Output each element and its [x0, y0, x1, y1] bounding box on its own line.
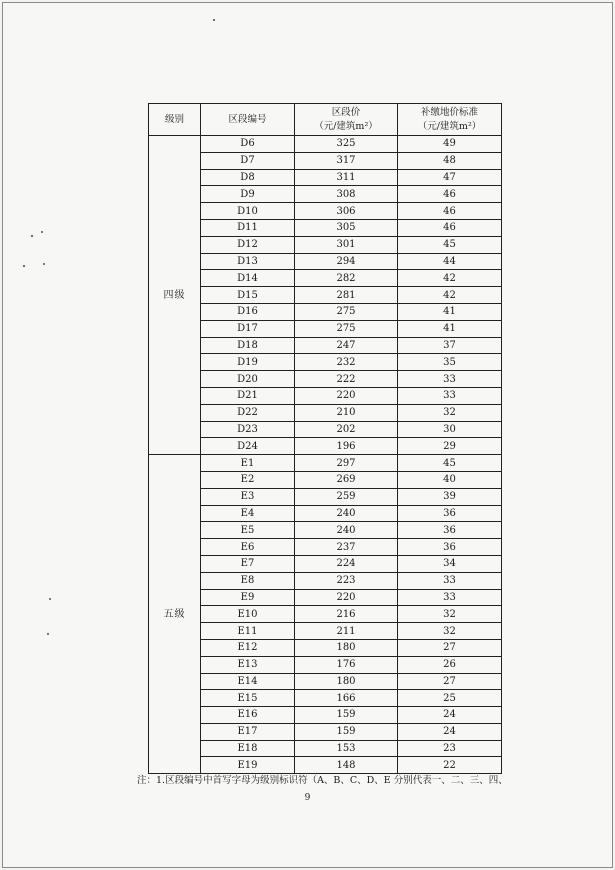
section-price-cell: 202	[295, 421, 398, 438]
section-price-cell: 196	[295, 438, 398, 455]
section-code-cell: E17	[201, 723, 295, 740]
section-price-cell: 216	[295, 606, 398, 623]
supplement-fee-cell: 29	[398, 438, 502, 455]
table-row	[149, 253, 502, 270]
section-price-cell: 166	[295, 690, 398, 707]
section-price-cell: 224	[295, 555, 398, 572]
section-price-cell: 159	[295, 707, 398, 724]
supplement-fee-cell: 41	[398, 320, 502, 337]
header-fee-line2: （元/建筑m²）	[417, 120, 482, 132]
section-price-cell: 159	[295, 723, 398, 740]
section-code-cell: D18	[201, 337, 295, 354]
section-code-cell: D24	[201, 438, 295, 455]
section-price-cell: 176	[295, 656, 398, 673]
supplement-fee-cell: 23	[398, 740, 502, 757]
table-row	[149, 354, 502, 371]
table-row	[149, 337, 502, 354]
supplement-fee-cell: 33	[398, 387, 502, 404]
table-row	[149, 488, 502, 505]
supplement-fee-cell: 45	[398, 455, 502, 472]
supplement-fee-cell: 45	[398, 236, 502, 253]
section-code-cell: E5	[201, 522, 295, 539]
supplement-fee-cell: 27	[398, 639, 502, 656]
section-code-cell: E11	[201, 623, 295, 640]
section-code-cell: E15	[201, 690, 295, 707]
table-row	[149, 673, 502, 690]
supplement-fee-cell: 32	[398, 404, 502, 421]
section-price-cell: 281	[295, 287, 398, 304]
supplement-fee-cell: 26	[398, 656, 502, 673]
table-row	[149, 589, 502, 606]
supplement-fee-cell: 46	[398, 186, 502, 203]
header-fee-line1: 补缴地价标准	[420, 106, 478, 118]
section-code-cell: E9	[201, 589, 295, 606]
supplement-fee-cell: 42	[398, 287, 502, 304]
header-price-line1: 区段价	[331, 106, 361, 118]
land-price-table	[148, 103, 502, 774]
section-price-cell: 240	[295, 505, 398, 522]
supplement-fee-cell: 30	[398, 421, 502, 438]
section-price-cell: 325	[295, 136, 398, 153]
page-number: 9	[304, 793, 311, 803]
table-row	[149, 320, 502, 337]
section-code-cell: E4	[201, 505, 295, 522]
section-code-cell: E16	[201, 707, 295, 724]
section-code-cell: D7	[201, 152, 295, 169]
table-row	[149, 219, 502, 236]
section-price-cell: 148	[295, 757, 398, 774]
level-cell: 四级	[149, 136, 201, 455]
scan-speck	[47, 633, 49, 635]
section-code-cell: D22	[201, 404, 295, 421]
scan-speck	[31, 235, 33, 237]
section-price-cell: 220	[295, 387, 398, 404]
section-price-cell: 180	[295, 673, 398, 690]
scan-speck	[213, 19, 215, 21]
supplement-fee-cell: 42	[398, 270, 502, 287]
table-row	[149, 639, 502, 656]
supplement-fee-cell: 46	[398, 219, 502, 236]
supplement-fee-cell: 32	[398, 623, 502, 640]
supplement-fee-cell: 44	[398, 253, 502, 270]
section-price-cell: 180	[295, 639, 398, 656]
section-code-cell: E6	[201, 539, 295, 556]
section-price-cell: 311	[295, 169, 398, 186]
section-code-cell: E1	[201, 455, 295, 472]
table-row	[149, 455, 502, 472]
section-code-cell: D9	[201, 186, 295, 203]
table-row	[149, 421, 502, 438]
section-price-cell: 317	[295, 152, 398, 169]
section-price-cell: 153	[295, 740, 398, 757]
section-code-cell: D10	[201, 203, 295, 220]
supplement-fee-cell: 33	[398, 572, 502, 589]
table-row	[149, 186, 502, 203]
section-price-cell: 259	[295, 488, 398, 505]
section-code-cell: D8	[201, 169, 295, 186]
table-row	[149, 623, 502, 640]
header-price-line2: （元/建筑m²）	[314, 120, 378, 132]
section-code-cell: D11	[201, 219, 295, 236]
table-row	[149, 303, 502, 320]
section-price-cell: 306	[295, 203, 398, 220]
section-code-cell: D23	[201, 421, 295, 438]
section-price-cell: 222	[295, 371, 398, 388]
table-row	[149, 236, 502, 253]
supplement-fee-cell: 24	[398, 723, 502, 740]
table-row	[149, 371, 502, 388]
section-price-cell: 305	[295, 219, 398, 236]
section-price-cell: 210	[295, 404, 398, 421]
section-code-cell: D13	[201, 253, 295, 270]
table-row	[149, 656, 502, 673]
section-price-cell: 275	[295, 303, 398, 320]
table-row	[149, 723, 502, 740]
section-code-cell: D20	[201, 371, 295, 388]
section-code-cell: E18	[201, 740, 295, 757]
section-price-cell: 269	[295, 471, 398, 488]
section-price-cell: 223	[295, 572, 398, 589]
section-code-cell: E13	[201, 656, 295, 673]
table-row	[149, 438, 502, 455]
section-code-cell: D14	[201, 270, 295, 287]
section-price-cell: 301	[295, 236, 398, 253]
header-supplement-fee	[398, 104, 502, 136]
table-row	[149, 203, 502, 220]
section-code-cell: D15	[201, 287, 295, 304]
table-row	[149, 606, 502, 623]
supplement-fee-cell: 41	[398, 303, 502, 320]
supplement-fee-cell: 40	[398, 471, 502, 488]
table-row	[149, 690, 502, 707]
scan-speck	[23, 265, 25, 267]
supplement-fee-cell: 36	[398, 505, 502, 522]
section-price-cell: 275	[295, 320, 398, 337]
supplement-fee-cell: 46	[398, 203, 502, 220]
scan-speck	[49, 598, 51, 600]
table-row	[149, 539, 502, 556]
table-row	[149, 707, 502, 724]
section-code-cell: D21	[201, 387, 295, 404]
section-code-cell: E10	[201, 606, 295, 623]
table-row	[149, 270, 502, 287]
table-row	[149, 404, 502, 421]
supplement-fee-cell: 36	[398, 522, 502, 539]
table-body	[149, 136, 502, 774]
section-code-cell: E12	[201, 639, 295, 656]
section-price-cell: 282	[295, 270, 398, 287]
supplement-fee-cell: 47	[398, 169, 502, 186]
table-row	[149, 471, 502, 488]
table-row	[149, 740, 502, 757]
supplement-fee-cell: 36	[398, 539, 502, 556]
section-code-cell: D19	[201, 354, 295, 371]
section-code-cell: D17	[201, 320, 295, 337]
supplement-fee-cell: 24	[398, 707, 502, 724]
supplement-fee-cell: 25	[398, 690, 502, 707]
table-row	[149, 152, 502, 169]
level-cell: 五级	[149, 455, 201, 774]
supplement-fee-cell: 39	[398, 488, 502, 505]
section-price-cell: 247	[295, 337, 398, 354]
footnote: 注：1.区段编号中首写字母为级别标识符（A、B、C、D、E 分别代表一、二、三、四、	[137, 775, 508, 786]
table-header	[149, 104, 502, 136]
header-level: 级别	[149, 104, 201, 136]
section-code-cell: D12	[201, 236, 295, 253]
section-code-cell: E19	[201, 757, 295, 774]
table-row	[149, 387, 502, 404]
table-row	[149, 555, 502, 572]
supplement-fee-cell: 35	[398, 354, 502, 371]
table-row	[149, 522, 502, 539]
supplement-fee-cell: 22	[398, 757, 502, 774]
supplement-fee-cell: 34	[398, 555, 502, 572]
section-price-cell: 240	[295, 522, 398, 539]
supplement-fee-cell: 32	[398, 606, 502, 623]
table-row	[149, 169, 502, 186]
table-row	[149, 505, 502, 522]
section-price-cell: 308	[295, 186, 398, 203]
section-price-cell: 220	[295, 589, 398, 606]
section-code-cell: E2	[201, 471, 295, 488]
section-price-cell: 232	[295, 354, 398, 371]
table-row	[149, 572, 502, 589]
supplement-fee-cell: 37	[398, 337, 502, 354]
section-price-cell: 237	[295, 539, 398, 556]
header-section-code: 区段编号	[201, 104, 295, 136]
section-price-cell: 294	[295, 253, 398, 270]
section-code-cell: D16	[201, 303, 295, 320]
supplement-fee-cell: 33	[398, 371, 502, 388]
section-code-cell: E8	[201, 572, 295, 589]
section-code-cell: D6	[201, 136, 295, 153]
section-code-cell: E7	[201, 555, 295, 572]
supplement-fee-cell: 27	[398, 673, 502, 690]
section-price-cell: 297	[295, 455, 398, 472]
scan-speck	[41, 231, 43, 233]
supplement-fee-cell: 48	[398, 152, 502, 169]
section-price-cell: 211	[295, 623, 398, 640]
document-page	[2, 2, 613, 868]
section-code-cell: E14	[201, 673, 295, 690]
table-row	[149, 287, 502, 304]
header-section-price	[295, 104, 398, 136]
supplement-fee-cell: 49	[398, 136, 502, 153]
supplement-fee-cell: 33	[398, 589, 502, 606]
table-row	[149, 136, 502, 153]
scan-speck	[43, 263, 45, 265]
section-code-cell: E3	[201, 488, 295, 505]
